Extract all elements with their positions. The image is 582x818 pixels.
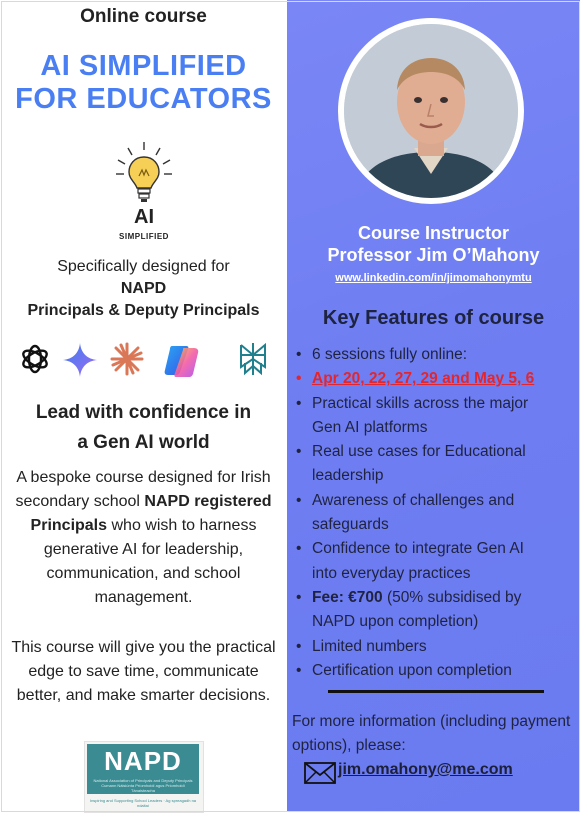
gemini-icon xyxy=(62,342,98,378)
fee-subsidy-line-2: NAPD upon completion) xyxy=(312,613,479,631)
feature-practical-skills-line-1: Practical skills across the major xyxy=(312,394,529,412)
title-line-2: FOR EDUCATORS xyxy=(15,83,272,115)
feature-awareness-line-1: Awareness of challenges and xyxy=(312,491,515,509)
designed-for-text: Specifically designed for xyxy=(57,258,230,275)
instructor-role: Course Instructor xyxy=(357,223,510,243)
logo-ai-text: AI xyxy=(134,206,154,228)
feature-use-cases-line-1: Real use cases for Educational xyxy=(312,443,526,461)
ai-tools-row xyxy=(18,342,273,378)
feature-awareness xyxy=(296,489,576,538)
feature-certification: • Certification upon completion xyxy=(296,659,576,683)
chatgpt-icon xyxy=(18,342,52,376)
feature-confidence-line-2: into everyday practices xyxy=(312,564,471,582)
divider-line xyxy=(328,690,544,693)
lead-line-2: a Gen AI world xyxy=(77,432,210,453)
instructor-name: Professor Jim O’Mahony xyxy=(327,245,540,265)
audience-napd: NAPD xyxy=(120,280,167,297)
fee-amount: Fee: €700 xyxy=(312,588,383,606)
feature-awareness-line-2: safeguards xyxy=(312,516,389,534)
lead-line-1: Lead with confidence in xyxy=(35,402,252,423)
audience-principals: Principals & Deputy Principals xyxy=(27,302,260,319)
course-benefit-text: This course will give you the practical edge to save time, communicate better, and make smarter decisions. xyxy=(11,639,276,704)
lead-heading xyxy=(0,398,287,458)
feature-use-cases-line-2: leadership xyxy=(312,467,384,485)
instructor-portrait xyxy=(344,24,518,198)
instructor-photo xyxy=(338,18,524,204)
left-panel xyxy=(0,0,287,818)
more-info-text: For more information (including payment options), please: xyxy=(292,713,571,754)
ai-simplified-logo xyxy=(104,140,184,250)
feature-confidence-line-1: Confidence to integrate Gen AI xyxy=(312,540,524,558)
audience-block xyxy=(0,256,287,322)
email-link[interactable]: jim.omahony@me.com xyxy=(338,761,513,778)
napd-logo-text: NAPD xyxy=(104,746,182,776)
feature-use-cases xyxy=(296,440,576,489)
fee-subsidy: (50% subsidised by xyxy=(382,588,522,606)
feature-practical-skills-line-2: Gen AI platforms xyxy=(312,418,428,436)
feature-practical-skills xyxy=(296,392,576,441)
features-title: Key Features of course xyxy=(322,307,545,329)
description-bold: NAPD registered Principals xyxy=(30,493,272,534)
course-title xyxy=(0,50,287,116)
perplexity-icon xyxy=(236,342,270,376)
feature-limited: • Limited numbers xyxy=(296,635,576,659)
instructor-heading xyxy=(287,222,580,266)
logo-simplified-text: SIMPLIFIED xyxy=(119,232,169,241)
person-portrait-icon xyxy=(344,24,518,198)
course-description xyxy=(10,466,277,610)
napd-logo xyxy=(84,741,204,813)
feature-dates: • Apr 20, 22, 27, 29 and May 5, 6 xyxy=(296,367,576,391)
napd-logo-box xyxy=(87,744,199,794)
features-list xyxy=(296,343,576,683)
feature-sessions: • 6 sessions fully online: xyxy=(296,343,576,367)
lightbulb-icon xyxy=(104,140,184,206)
napd-logo-subtext: National Association of Principals and Deputy Principals Cumann Náisiúnta Príomhoidí agus Príomhoidí Tánaisteacha xyxy=(93,778,193,793)
linkedin-link[interactable]: www.linkedin.com/in/jimomahonymtu xyxy=(335,272,532,284)
napd-tagline: Inspiring and Supporting School Leaders · Ag spreagadh na ndaltaí xyxy=(89,798,197,808)
description-part-2: who wish to harness generative AI for leadership, communication, and school management. xyxy=(43,517,257,606)
claude-icon xyxy=(110,342,144,376)
feature-confidence xyxy=(296,537,576,586)
description-part-1: A bespoke course designed for Irish secondary school xyxy=(15,469,271,510)
envelope-icon xyxy=(304,762,336,784)
course-type: Online course xyxy=(80,6,207,27)
copilot-icon xyxy=(162,342,202,380)
feature-fee xyxy=(296,586,576,635)
email-contact[interactable] xyxy=(304,760,574,784)
title-line-1: AI SIMPLIFIED xyxy=(40,50,247,82)
